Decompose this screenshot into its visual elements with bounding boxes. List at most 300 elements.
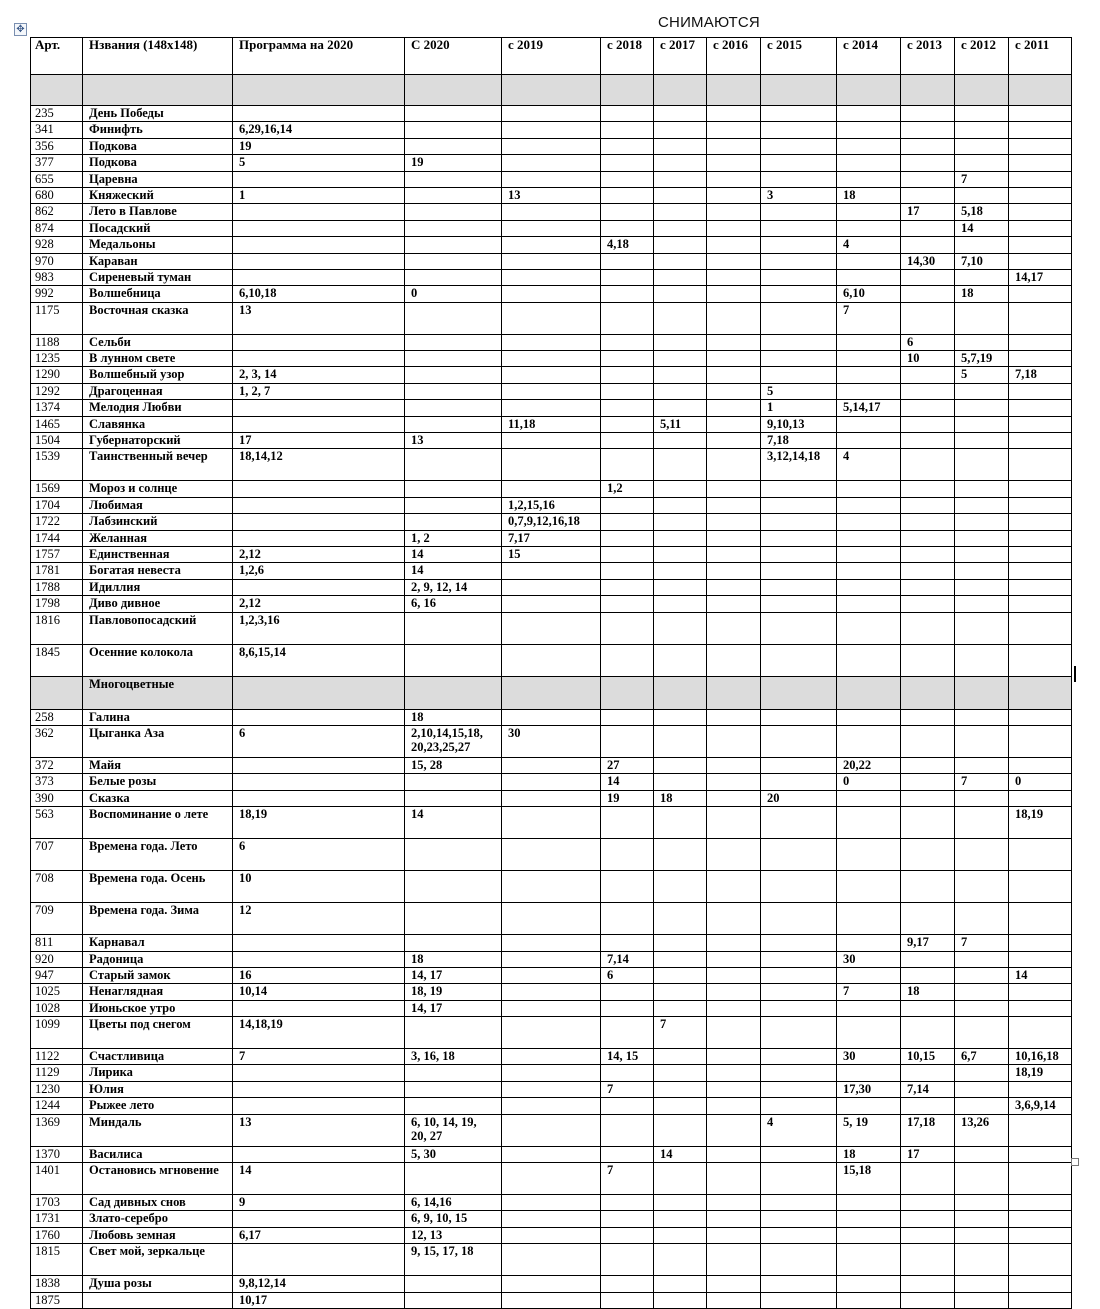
table-cell[interactable]: 7 — [837, 984, 901, 1000]
table-cell[interactable] — [502, 286, 601, 302]
table-cell[interactable] — [1009, 546, 1072, 562]
table-cell[interactable] — [837, 383, 901, 399]
table-cell[interactable] — [654, 351, 707, 367]
table-cell[interactable] — [901, 1244, 955, 1276]
table-cell[interactable] — [502, 612, 601, 644]
table-cell[interactable]: 18, 19 — [405, 984, 502, 1000]
table-cell[interactable] — [1009, 951, 1072, 967]
table-cell[interactable] — [707, 351, 761, 367]
table-cell[interactable] — [761, 1017, 837, 1049]
table-cell[interactable] — [707, 416, 761, 432]
table-cell[interactable] — [1009, 1081, 1072, 1097]
table-cell[interactable] — [233, 1146, 405, 1162]
name-cell[interactable]: Радоница — [83, 951, 233, 967]
table-cell[interactable] — [502, 237, 601, 253]
table-cell[interactable]: 27 — [601, 757, 654, 773]
table-cell[interactable] — [601, 400, 654, 416]
table-cell[interactable] — [761, 1049, 837, 1065]
table-cell[interactable] — [837, 253, 901, 269]
table-cell[interactable] — [654, 676, 707, 709]
table-cell[interactable] — [707, 1244, 761, 1276]
table-cell[interactable]: 5,7,19 — [955, 351, 1009, 367]
table-cell[interactable] — [654, 984, 707, 1000]
article-cell[interactable]: 928 — [31, 237, 83, 253]
table-cell[interactable]: 6 — [901, 334, 955, 350]
table-cell[interactable]: 5 — [955, 367, 1009, 383]
table-cell[interactable]: 17 — [901, 204, 955, 220]
table-cell[interactable] — [502, 1292, 601, 1308]
table-cell[interactable] — [654, 367, 707, 383]
table-cell[interactable] — [955, 75, 1009, 106]
table-cell[interactable] — [502, 155, 601, 171]
table-cell[interactable] — [901, 967, 955, 983]
table-cell[interactable] — [233, 1065, 405, 1081]
table-cell[interactable] — [233, 106, 405, 122]
table-cell[interactable] — [761, 1065, 837, 1081]
table-cell[interactable] — [707, 220, 761, 236]
table-cell[interactable] — [707, 269, 761, 285]
table-cell[interactable]: 7 — [601, 1081, 654, 1097]
table-cell[interactable] — [707, 676, 761, 709]
table-cell[interactable] — [405, 1065, 502, 1081]
table-cell[interactable] — [761, 1276, 837, 1292]
table-cell[interactable] — [761, 286, 837, 302]
table-cell[interactable] — [654, 302, 707, 334]
table-cell[interactable] — [1009, 563, 1072, 579]
table-cell[interactable] — [1009, 1276, 1072, 1292]
table-cell[interactable] — [955, 709, 1009, 725]
table-cell[interactable]: 6 — [233, 725, 405, 757]
name-cell[interactable]: Миндаль — [83, 1114, 233, 1146]
table-cell[interactable] — [502, 449, 601, 481]
table-cell[interactable]: 0 — [405, 286, 502, 302]
table-cell[interactable]: 17,30 — [837, 1081, 901, 1097]
table-cell[interactable] — [901, 237, 955, 253]
article-cell[interactable]: 707 — [31, 839, 83, 871]
table-cell[interactable]: 17,18 — [901, 1114, 955, 1146]
name-cell[interactable]: Диво дивное — [83, 596, 233, 612]
table-cell[interactable]: 6, 9, 10, 15 — [405, 1211, 502, 1227]
table-cell[interactable] — [502, 1276, 601, 1292]
table-cell[interactable] — [654, 951, 707, 967]
table-cell[interactable] — [601, 1211, 654, 1227]
table-cell[interactable] — [1009, 903, 1072, 935]
table-cell[interactable]: 14,18,19 — [233, 1017, 405, 1049]
article-cell[interactable]: 1875 — [31, 1292, 83, 1308]
table-cell[interactable] — [654, 433, 707, 449]
table-cell[interactable]: 13 — [405, 433, 502, 449]
table-cell[interactable] — [707, 807, 761, 839]
table-cell[interactable] — [1009, 676, 1072, 709]
name-cell[interactable]: Времена года. Зима — [83, 903, 233, 935]
table-cell[interactable] — [502, 383, 601, 399]
table-cell[interactable] — [901, 676, 955, 709]
table-cell[interactable]: 7,14 — [901, 1081, 955, 1097]
table-cell[interactable] — [502, 122, 601, 138]
column-header[interactable]: С 2020 — [405, 38, 502, 75]
table-cell[interactable] — [654, 757, 707, 773]
table-cell[interactable] — [901, 596, 955, 612]
table-cell[interactable] — [601, 530, 654, 546]
table-cell[interactable] — [707, 530, 761, 546]
table-cell[interactable] — [761, 774, 837, 790]
table-cell[interactable] — [601, 563, 654, 579]
table-cell[interactable] — [837, 433, 901, 449]
name-cell[interactable]: Осенние колокола — [83, 644, 233, 676]
table-cell[interactable] — [1009, 530, 1072, 546]
table-cell[interactable]: 3,12,14,18 — [761, 449, 837, 481]
table-cell[interactable] — [901, 725, 955, 757]
table-cell[interactable] — [707, 871, 761, 903]
table-cell[interactable] — [761, 644, 837, 676]
table-cell[interactable] — [502, 1000, 601, 1016]
name-cell[interactable]: Караван — [83, 253, 233, 269]
table-cell[interactable] — [654, 138, 707, 154]
table-cell[interactable] — [502, 903, 601, 935]
name-cell[interactable]: Свет мой, зеркальце — [83, 1244, 233, 1276]
table-cell[interactable]: 4,18 — [601, 237, 654, 253]
table-cell[interactable]: 9,17 — [901, 935, 955, 951]
table-cell[interactable] — [1009, 497, 1072, 513]
table-cell[interactable] — [233, 757, 405, 773]
table-cell[interactable] — [502, 871, 601, 903]
article-cell[interactable]: 1465 — [31, 416, 83, 432]
table-cell[interactable] — [955, 155, 1009, 171]
table-cell[interactable] — [654, 220, 707, 236]
table-cell[interactable] — [955, 644, 1009, 676]
table-cell[interactable] — [761, 1227, 837, 1243]
table-cell[interactable] — [955, 497, 1009, 513]
table-resize-handle[interactable] — [1071, 1158, 1079, 1166]
table-cell[interactable] — [502, 400, 601, 416]
table-cell[interactable] — [654, 383, 707, 399]
table-cell[interactable] — [1009, 383, 1072, 399]
table-cell[interactable] — [901, 903, 955, 935]
article-cell[interactable]: 373 — [31, 774, 83, 790]
name-cell[interactable]: Остановись мгновение — [83, 1163, 233, 1195]
table-cell[interactable] — [707, 187, 761, 203]
table-cell[interactable] — [405, 122, 502, 138]
table-cell[interactable] — [955, 1146, 1009, 1162]
article-cell[interactable]: 970 — [31, 253, 83, 269]
table-cell[interactable] — [502, 433, 601, 449]
table-cell[interactable] — [502, 1065, 601, 1081]
article-cell[interactable]: 1760 — [31, 1227, 83, 1243]
table-cell[interactable] — [955, 839, 1009, 871]
table-cell[interactable] — [707, 709, 761, 725]
table-cell[interactable] — [901, 530, 955, 546]
name-cell[interactable]: Мелодия Любви — [83, 400, 233, 416]
table-cell[interactable] — [761, 497, 837, 513]
table-cell[interactable]: 8,6,15,14 — [233, 644, 405, 676]
table-cell[interactable] — [761, 612, 837, 644]
table-cell[interactable] — [901, 383, 955, 399]
table-cell[interactable] — [601, 871, 654, 903]
table-cell[interactable] — [654, 546, 707, 562]
article-cell[interactable]: 1757 — [31, 546, 83, 562]
table-cell[interactable] — [233, 351, 405, 367]
table-cell[interactable] — [837, 612, 901, 644]
table-cell[interactable] — [1009, 935, 1072, 951]
table-cell[interactable] — [1009, 1114, 1072, 1146]
table-cell[interactable] — [761, 1163, 837, 1195]
table-cell[interactable] — [761, 106, 837, 122]
table-cell[interactable] — [654, 1292, 707, 1308]
table-cell[interactable]: 19 — [601, 790, 654, 806]
table-cell[interactable] — [601, 155, 654, 171]
article-cell[interactable]: 372 — [31, 757, 83, 773]
table-cell[interactable] — [1009, 171, 1072, 187]
table-cell[interactable] — [601, 1114, 654, 1146]
table-cell[interactable] — [502, 1146, 601, 1162]
table-cell[interactable] — [707, 204, 761, 220]
table-cell[interactable] — [601, 1017, 654, 1049]
table-cell[interactable] — [601, 1227, 654, 1243]
table-cell[interactable] — [233, 774, 405, 790]
table-cell[interactable] — [761, 1244, 837, 1276]
table-cell[interactable] — [1009, 237, 1072, 253]
table-cell[interactable] — [901, 644, 955, 676]
table-cell[interactable] — [405, 383, 502, 399]
table-cell[interactable] — [601, 171, 654, 187]
table-cell[interactable] — [707, 774, 761, 790]
table-cell[interactable] — [837, 709, 901, 725]
table-cell[interactable] — [761, 1081, 837, 1097]
table-cell[interactable]: 11,18 — [502, 416, 601, 432]
name-cell[interactable]: Желанная — [83, 530, 233, 546]
table-cell[interactable] — [601, 644, 654, 676]
table-cell[interactable] — [654, 155, 707, 171]
name-cell[interactable]: Майя — [83, 757, 233, 773]
table-cell[interactable] — [901, 871, 955, 903]
table-cell[interactable] — [707, 1081, 761, 1097]
table-cell[interactable] — [761, 171, 837, 187]
table-cell[interactable]: 18,19 — [1009, 807, 1072, 839]
table-cell[interactable] — [601, 286, 654, 302]
table-cell[interactable] — [955, 903, 1009, 935]
table-cell[interactable] — [405, 106, 502, 122]
table-cell[interactable]: 15, 28 — [405, 757, 502, 773]
table-cell[interactable]: 4 — [761, 1114, 837, 1146]
name-cell[interactable]: Цыганка Аза — [83, 725, 233, 757]
table-cell[interactable] — [707, 302, 761, 334]
table-cell[interactable]: 17 — [233, 433, 405, 449]
table-cell[interactable]: 13,26 — [955, 1114, 1009, 1146]
column-header[interactable]: с 2015 — [761, 38, 837, 75]
table-cell[interactable] — [761, 155, 837, 171]
table-cell[interactable]: 6 — [233, 839, 405, 871]
table-cell[interactable]: 6, 14,16 — [405, 1195, 502, 1211]
table-cell[interactable] — [654, 187, 707, 203]
table-cell[interactable] — [1009, 302, 1072, 334]
article-cell[interactable]: 1370 — [31, 1146, 83, 1162]
table-cell[interactable] — [707, 757, 761, 773]
table-cell[interactable] — [1009, 514, 1072, 530]
table-cell[interactable] — [761, 935, 837, 951]
table-cell[interactable] — [405, 220, 502, 236]
table-cell[interactable] — [1009, 725, 1072, 757]
table-cell[interactable]: 14 — [601, 774, 654, 790]
table-cell[interactable] — [601, 1065, 654, 1081]
table-cell[interactable] — [955, 871, 1009, 903]
article-cell[interactable]: 1703 — [31, 1195, 83, 1211]
table-cell[interactable] — [901, 286, 955, 302]
table-cell[interactable] — [601, 122, 654, 138]
table-cell[interactable] — [654, 514, 707, 530]
table-cell[interactable] — [502, 75, 601, 106]
table-cell[interactable] — [901, 449, 955, 481]
table-cell[interactable] — [707, 237, 761, 253]
article-cell[interactable]: 1722 — [31, 514, 83, 530]
table-cell[interactable] — [901, 1276, 955, 1292]
table-cell[interactable] — [707, 400, 761, 416]
table-cell[interactable] — [761, 1146, 837, 1162]
article-cell[interactable]: 811 — [31, 935, 83, 951]
table-cell[interactable] — [837, 155, 901, 171]
table-cell[interactable] — [654, 171, 707, 187]
table-cell[interactable]: 5 — [761, 383, 837, 399]
table-cell[interactable] — [901, 807, 955, 839]
table-cell[interactable] — [1009, 400, 1072, 416]
table-cell[interactable] — [405, 644, 502, 676]
table-cell[interactable] — [901, 220, 955, 236]
table-cell[interactable] — [654, 596, 707, 612]
table-cell[interactable] — [502, 1098, 601, 1114]
table-cell[interactable] — [837, 334, 901, 350]
table-cell[interactable] — [601, 367, 654, 383]
table-cell[interactable] — [707, 984, 761, 1000]
table-cell[interactable] — [654, 75, 707, 106]
table-cell[interactable] — [707, 171, 761, 187]
name-cell[interactable]: Белые розы — [83, 774, 233, 790]
table-cell[interactable]: 14, 17 — [405, 967, 502, 983]
table-cell[interactable] — [837, 790, 901, 806]
table-cell[interactable] — [901, 951, 955, 967]
table-cell[interactable]: 13 — [233, 1114, 405, 1146]
table-cell[interactable] — [1009, 253, 1072, 269]
table-cell[interactable] — [837, 416, 901, 432]
table-cell[interactable] — [1009, 286, 1072, 302]
table-cell[interactable] — [233, 75, 405, 106]
table-cell[interactable] — [837, 546, 901, 562]
table-cell[interactable] — [233, 481, 405, 497]
table-cell[interactable]: 9, 15, 17, 18 — [405, 1244, 502, 1276]
article-cell[interactable]: 1788 — [31, 579, 83, 595]
table-cell[interactable]: 15,18 — [837, 1163, 901, 1195]
table-cell[interactable] — [901, 481, 955, 497]
table-cell[interactable] — [955, 807, 1009, 839]
table-cell[interactable] — [761, 269, 837, 285]
table-cell[interactable] — [837, 807, 901, 839]
table-cell[interactable] — [233, 497, 405, 513]
table-cell[interactable] — [601, 416, 654, 432]
table-cell[interactable] — [233, 171, 405, 187]
table-cell[interactable] — [601, 807, 654, 839]
table-cell[interactable]: 6 — [601, 967, 654, 983]
table-cell[interactable] — [707, 1065, 761, 1081]
article-cell[interactable]: 1781 — [31, 563, 83, 579]
table-cell[interactable]: 5 — [233, 155, 405, 171]
table-cell[interactable]: 3,6,9,14 — [1009, 1098, 1072, 1114]
table-cell[interactable] — [405, 497, 502, 513]
name-cell[interactable]: Времена года. Лето — [83, 839, 233, 871]
name-cell[interactable]: Подкова — [83, 138, 233, 154]
table-cell[interactable] — [707, 286, 761, 302]
table-cell[interactable] — [955, 1227, 1009, 1243]
name-cell[interactable]: Мороз и солнце — [83, 481, 233, 497]
table-cell[interactable]: 13 — [233, 302, 405, 334]
table-cell[interactable] — [901, 155, 955, 171]
table-cell[interactable] — [654, 334, 707, 350]
article-cell[interactable]: 1845 — [31, 644, 83, 676]
table-cell[interactable] — [1009, 644, 1072, 676]
table-cell[interactable] — [955, 1065, 1009, 1081]
table-cell[interactable] — [955, 269, 1009, 285]
table-cell[interactable] — [1009, 1244, 1072, 1276]
table-cell[interactable] — [601, 433, 654, 449]
table-cell[interactable] — [901, 433, 955, 449]
table-cell[interactable] — [955, 187, 1009, 203]
table-cell[interactable] — [502, 253, 601, 269]
table-cell[interactable] — [601, 612, 654, 644]
table-cell[interactable] — [654, 935, 707, 951]
table-cell[interactable] — [405, 1017, 502, 1049]
table-cell[interactable] — [707, 75, 761, 106]
table-cell[interactable] — [761, 1292, 837, 1308]
table-cell[interactable] — [707, 546, 761, 562]
table-cell[interactable] — [405, 790, 502, 806]
table-cell[interactable] — [955, 1163, 1009, 1195]
table-cell[interactable] — [601, 138, 654, 154]
article-cell[interactable]: 992 — [31, 286, 83, 302]
table-cell[interactable]: 10,17 — [233, 1292, 405, 1308]
table-cell[interactable] — [601, 1146, 654, 1162]
table-cell[interactable] — [761, 334, 837, 350]
name-cell[interactable]: Старый замок — [83, 967, 233, 983]
table-cell[interactable] — [707, 514, 761, 530]
table-cell[interactable]: 10 — [901, 351, 955, 367]
table-cell[interactable] — [901, 1211, 955, 1227]
table-cell[interactable] — [761, 220, 837, 236]
table-cell[interactable]: 18,19 — [233, 807, 405, 839]
table-cell[interactable] — [654, 449, 707, 481]
table-cell[interactable] — [233, 514, 405, 530]
name-cell[interactable]: Павловопосадский — [83, 612, 233, 644]
table-cell[interactable] — [901, 579, 955, 595]
table-cell[interactable] — [654, 839, 707, 871]
article-cell[interactable]: 1028 — [31, 1000, 83, 1016]
table-cell[interactable] — [1009, 220, 1072, 236]
table-cell[interactable] — [837, 596, 901, 612]
table-cell[interactable] — [955, 138, 1009, 154]
name-cell[interactable]: Единственная — [83, 546, 233, 562]
article-cell[interactable]: 341 — [31, 122, 83, 138]
table-cell[interactable]: 18 — [405, 951, 502, 967]
article-cell[interactable]: 874 — [31, 220, 83, 236]
table-cell[interactable] — [654, 612, 707, 644]
table-cell[interactable] — [502, 138, 601, 154]
table-cell[interactable]: 14, 15 — [601, 1049, 654, 1065]
table-cell[interactable] — [502, 1017, 601, 1049]
table-cell[interactable] — [837, 871, 901, 903]
table-cell[interactable] — [955, 514, 1009, 530]
table-cell[interactable] — [707, 725, 761, 757]
table-cell[interactable] — [233, 220, 405, 236]
table-cell[interactable] — [901, 1098, 955, 1114]
table-cell[interactable] — [1009, 757, 1072, 773]
table-cell[interactable] — [707, 122, 761, 138]
table-cell[interactable]: 1,2,6 — [233, 563, 405, 579]
